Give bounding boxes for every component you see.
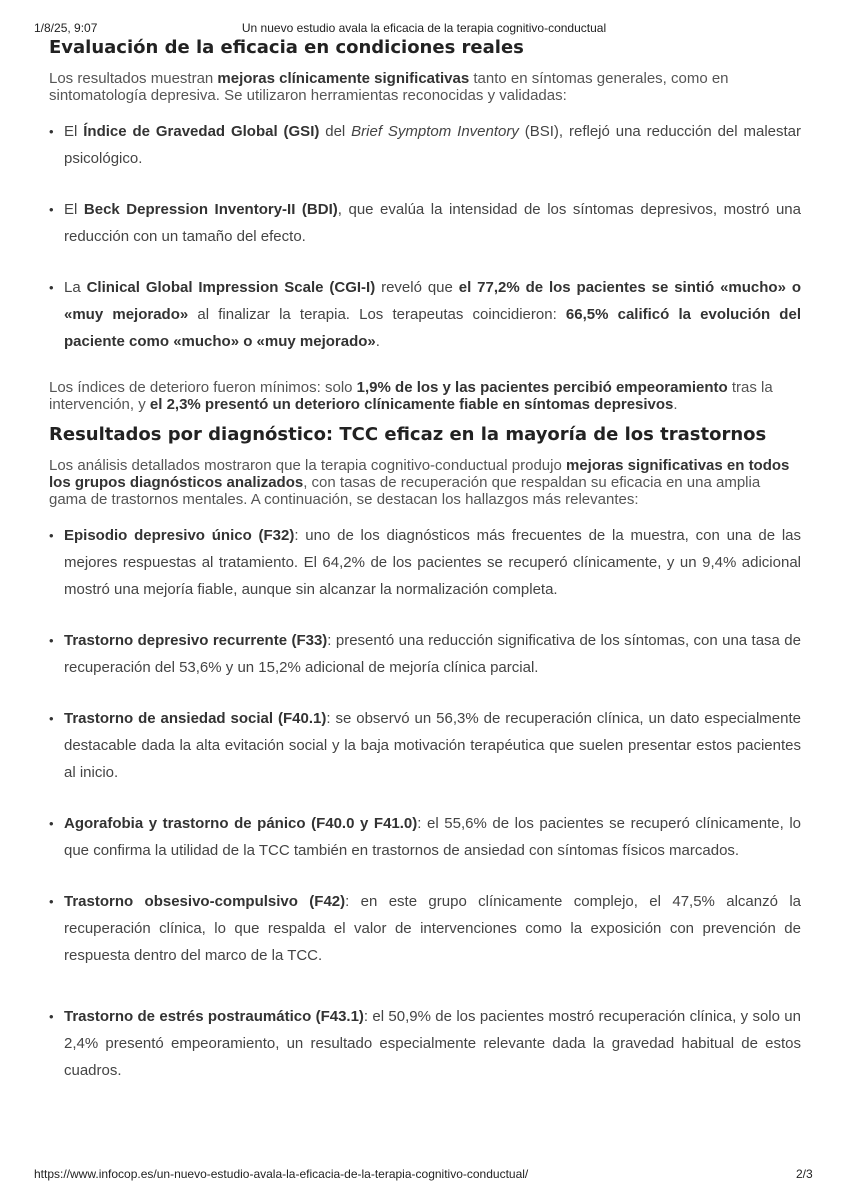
- page-number: 2/3: [796, 1167, 813, 1181]
- article-content: [49, 36, 801, 1084]
- print-url: https://www.infocop.es/un-nuevo-estudio-avala-la-eficacia-de-la-terapia-cognitivo-conductual/: [34, 1167, 529, 1181]
- section2-intro: Los análisis detallados mostraron que la terapia cognitivo-conductual produjo mejoras significativas en todos los grupos diagnósticos analizados, con tasas de recuperación que respaldan su eficacia en una amplia gama de trastornos mentales. A continuación, se destacan los hallazgos más relevantes:: [49, 457, 790, 508]
- section1-closing: Los índices de deterioro fueron mínimos: solo 1,9% de los y las pacientes percibió empeoramiento tras la intervención, y el 2,3% presentó un deterioro clínicamente fiable en síntomas depresivos.: [49, 379, 773, 413]
- list-item-f43-1: • Trastorno de estrés postraumático (F43.1): el 50,9% de los pacientes mostró recuperación clínica, y solo un 2,4% presentó empeoramiento, un resultado especialmente relevante dada la gravedad habitual de estos cuadros.: [49, 1003, 801, 1084]
- scales-list: [49, 118, 801, 355]
- list-item-f42: • Trastorno obsesivo-compulsivo (F42): en este grupo clínicamente complejo, el 47,5% alcanzó la recuperación clínica, lo que respalda el valor de intervenciones como la exposición con prevención de respuesta dentro del marco de la TCC.: [49, 888, 801, 969]
- print-page-title: Un nuevo estudio avala la eficacia de la terapia cognitivo-conductual: [241, 21, 607, 35]
- section1-intro: Los resultados muestran mejoras clínicamente significativas tanto en síntomas generales, como en sintomatología depresiva. Se utilizaron herramientas reconocidas y validadas:: [49, 70, 729, 104]
- list-item-cgi: • La Clinical Global Impression Scale (CGI-I) reveló que el 77,2% de los pacientes se sintió «mucho» o «muy mejorado» al finalizar la terapia. Los terapeutas coincidieron: 66,5% calificó la evolución del paciente como «mucho» o «muy mejorado».: [49, 274, 801, 355]
- section-heading-eficacia: Evaluación de la eficacia en condiciones reales: [49, 37, 524, 58]
- diagnosis-list: [49, 522, 801, 1084]
- list-item-f32: • Episodio depresivo único (F32): uno de los diagnósticos más frecuentes de la muestra, con una de las mejores respuestas al tratamiento. El 64,2% de los pacientes se recuperó clínicamente, y un 9,4% adicional mostró una mejoría fiable, aunque sin alcanzar la normalización completa.: [49, 522, 801, 603]
- list-item-f40-1: • Trastorno de ansiedad social (F40.1): se observó un 56,3% de recuperación clínica, un dato especialmente destacable dada la alta evitación social y la baja motivación terapéutica que suelen presentar estos pacientes al inicio.: [49, 705, 801, 786]
- list-item-f40-0-f41-0: • Agorafobia y trastorno de pánico (F40.0 y F41.0): el 55,6% de los pacientes se recuperó clínicamente, lo que confirma la utilidad de la TCC también en trastornos de ansiedad con síntomas físicos marcados.: [49, 810, 801, 864]
- list-item-gsi: • El Índice de Gravedad Global (GSI) del Brief Symptom Inventory (BSI), reflejó una reducción del malestar psicológico.: [49, 118, 801, 172]
- list-item-bdi: • El Beck Depression Inventory-II (BDI), que evalúa la intensidad de los síntomas depresivos, mostró una reducción con un tamaño del efecto.: [49, 196, 801, 250]
- print-datetime: 1/8/25, 9:07: [34, 21, 98, 35]
- list-item-f33: • Trastorno depresivo recurrente (F33): presentó una reducción significativa de los síntomas, con una tasa de recuperación del 53,6% y un 15,2% adicional de mejoría clínica parcial.: [49, 627, 801, 681]
- section-heading-diagnostico: Resultados por diagnóstico: TCC eficaz en la mayoría de los trastornos: [49, 424, 767, 445]
